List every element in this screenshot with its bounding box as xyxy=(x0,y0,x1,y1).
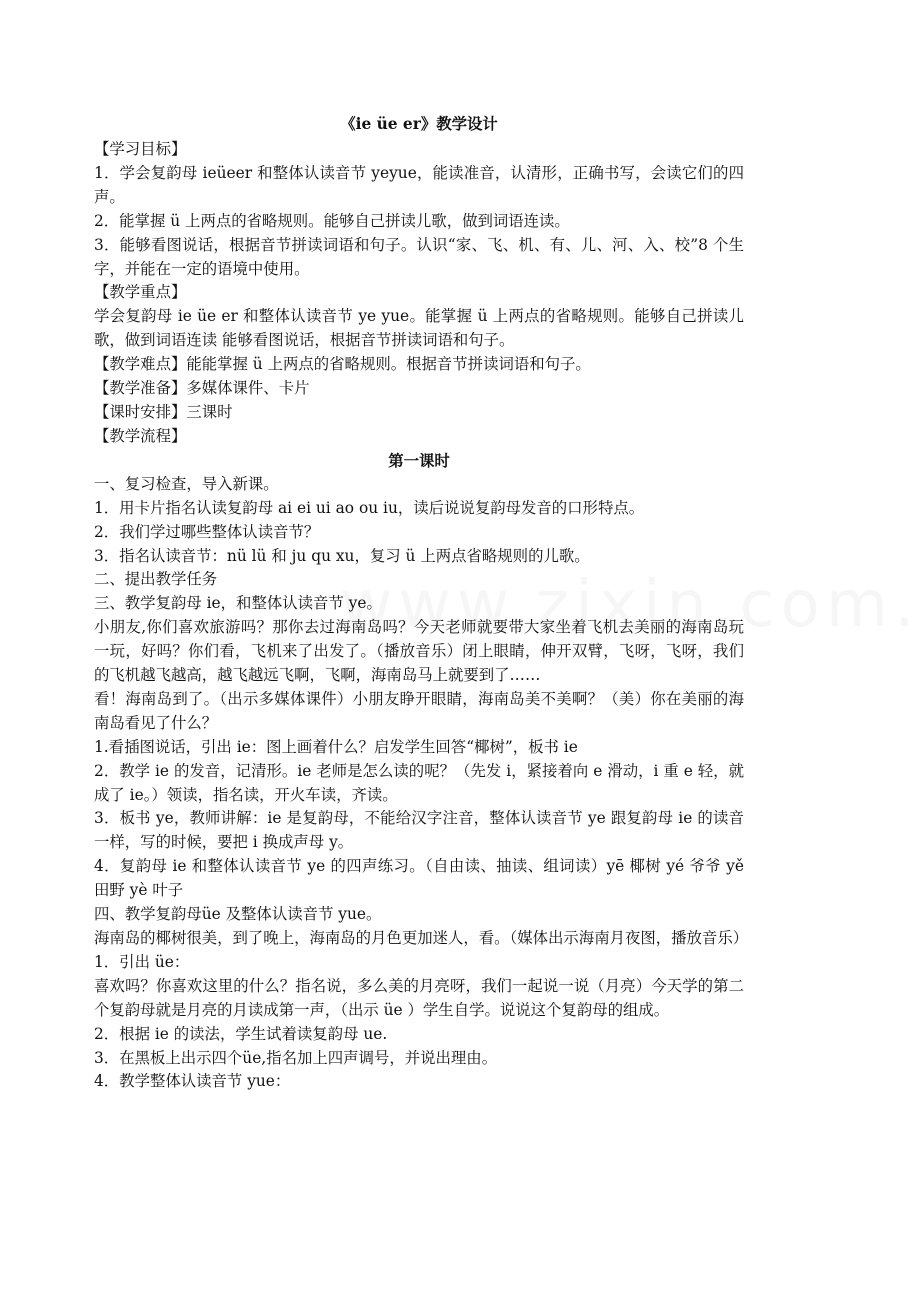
step-1-item-2: 2．我们学过哪些整体认读音节？ xyxy=(94,522,320,541)
step-2-heading: 二、提出教学任务 xyxy=(94,570,218,589)
document-page xyxy=(94,112,749,1094)
step-4-intro-paragraph: 海南岛的椰树很美，到了晚上，海南岛的月色更加迷人，看。（媒体出示海南月夜图，播放音乐） xyxy=(94,929,749,947)
step-3-item-3: 3．板书 ye，教师讲解：ie 是复韵母，不能给汉字注音，整体认读音节 ye 跟复韵母 ie 的读音一样，写的时候，要把 i 换成声母 y。 xyxy=(94,809,744,852)
step-3-item-1: 1.看插图说话，引出 ie：图上画着什么？启发学生回答“椰树”，板书 ie xyxy=(94,737,578,756)
step-1-heading: 一、复习检查，导入新课。 xyxy=(94,474,279,493)
goal-2: 2．能掌握 ü 上两点的省略规则。能够自己拼读儿歌，做到词语连读。 xyxy=(94,211,570,230)
step-3-arrival-paragraph: 看！海南岛到了。（出示多媒体课件）小朋友睁开眼睛，海南岛美不美啊？（美）你在美丽的海南岛看见了什么？ xyxy=(94,689,744,732)
document-title: 《ie üe er》教学设计 xyxy=(340,115,498,133)
step-3-heading: 三、教学复韵母 ie，和整体认读音节 ye。 xyxy=(94,594,382,613)
section-title-first-lesson: 第一课时 xyxy=(388,451,450,470)
heading-teaching-process: 【教学流程】 xyxy=(94,426,187,445)
goal-1: 1．学会复韵母 ieüeer 和整体认读音节 yeyue，能读准音，认清形，正确书写，会读它们的四声。 xyxy=(94,163,744,206)
heading-learning-goals: 【学习目标】 xyxy=(94,140,187,158)
teaching-preparation: 【教学准备】多媒体课件、卡片 xyxy=(94,379,310,398)
step-4-item-4: 4．教学整体认读音节 yue： xyxy=(94,1072,291,1091)
step-4-item-2: 2．根据 ie 的读法，学生试着读复韵母 ue. xyxy=(94,1024,388,1043)
goal-3: 3．能够看图说话，根据音节拼读词语和句子。认识“家、飞、机、有、儿、河、入、校”8 个生字，并能在一定的语境中使用。 xyxy=(94,235,744,278)
step-4-item-1-paragraph: 喜欢吗？你喜欢这里的什么？指名说，多么美的月亮呀，我们一起说一说（月亮）今天学的第二个复韵母就是月亮的月读成第一声，（出示 üe ）学生自学。说说这个复韵母的组成。 xyxy=(94,976,744,1019)
step-4-item-3: 3．在黑板上出示四个üe,指名加上四声调号，并说出理由。 xyxy=(94,1048,498,1067)
step-3-item-4: 4．复韵母 ie 和整体认读音节 ye 的四声练习。（自由读、抽读、组词读）yē 椰树 yé 爷爷 yě 田野 yè 叶子 xyxy=(94,857,744,900)
lesson-arrangement: 【课时安排】三课时 xyxy=(94,402,233,421)
step-4-item-1: 1．引出 üe： xyxy=(94,952,190,971)
step-4-heading: 四、教学复韵母üe 及整体认读音节 yue。 xyxy=(94,905,382,924)
step-1-item-3: 3．指名认读音节：nü lü 和 ju qu xu，复习 ü 上两点省略规则的儿歌。 xyxy=(94,546,590,565)
heading-key-points: 【教学重点】 xyxy=(94,283,187,302)
step-1-item-1: 1．用卡片指名认读复韵母 ai ei ui ao ou iu，读后说说复韵母发音的口形特点。 xyxy=(94,498,645,517)
step-3-item-2: 2．教学 ie 的发音，记清形。ie 老师是怎么读的呢？（先发 i，紧接着向 e 滑动，i 重 e 轻，就成了 ie。）领读，指名读，开火车读，齐读。 xyxy=(94,761,744,804)
key-points-text: 学会复韵母 ie üe er 和整体认读音节 ye yue。能掌握 ü 上两点的省略规则。能够自己拼读儿歌，做到词语连读 能够看图说话，根据音节拼读词语和句子。 xyxy=(94,307,744,350)
difficult-points: 【教学难点】能能掌握 ü 上两点的省略规则。根据音节拼读词语和句子。 xyxy=(94,355,591,374)
step-3-intro-paragraph: 小朋友,你们喜欢旅游吗？那你去过海南岛吗？今天老师就要带大家坐着飞机去美丽的海南岛玩一玩，好吗？你们看，飞机来了出发了。（播放音乐）闭上眼睛，伸开双臂，飞呀，飞呀，我们的飞机越飞越高，越飞越远飞啊，飞啊，海南岛马上就要到了…… xyxy=(94,618,744,685)
